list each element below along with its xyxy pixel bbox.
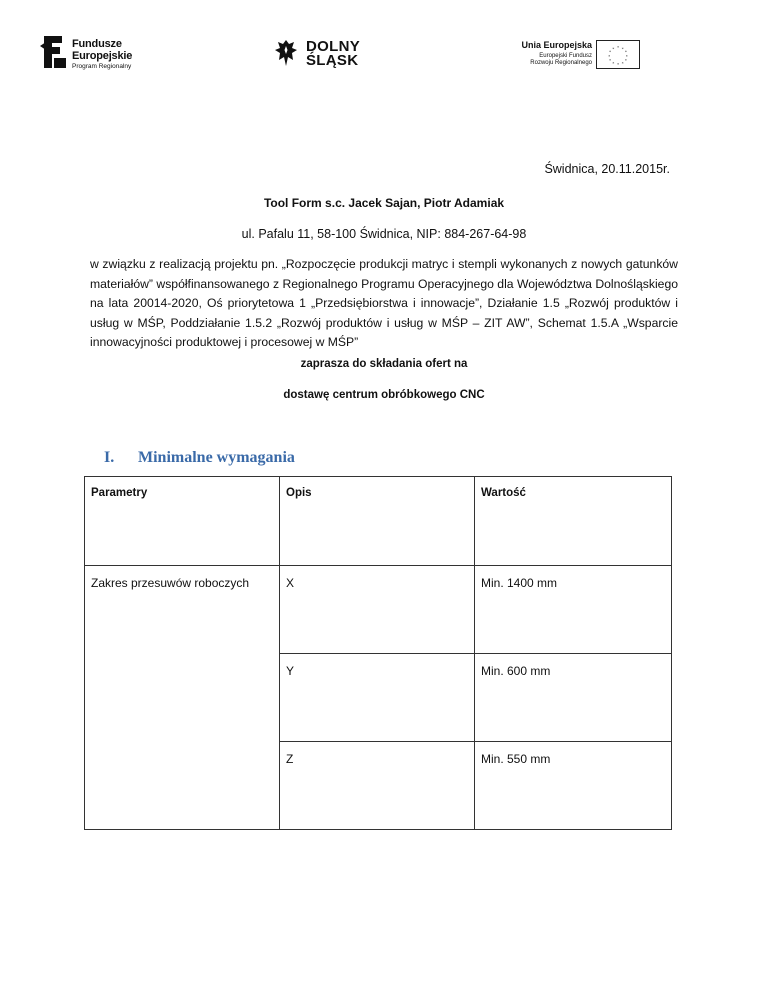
wartosc-cell: Min. 600 mm bbox=[475, 654, 672, 742]
svg-text:*: * bbox=[624, 58, 627, 63]
wartosc-cell: Min. 1400 mm bbox=[475, 566, 672, 654]
svg-text:*: * bbox=[617, 62, 619, 67]
header-parametry: Parametry bbox=[85, 477, 280, 566]
svg-text:*: * bbox=[612, 61, 615, 66]
ue-line-2: Europejski Fundusz bbox=[539, 53, 592, 59]
section-title: Minimalne wymagania bbox=[138, 449, 295, 466]
header-wartosc: Wartość bbox=[475, 477, 672, 566]
project-description: w związku z realizacją projektu pn. „Rozpoczęcie produkcji matryc i stempli wykonanych z nowych gatunków materiałów” współfinansowanego z Regionalnego Programu Operacyjnego dla Województwa Dolnośląskiego na lata 20014-2020, Oś priorytetowa 1 „Przedsiębiorstwa i innowacje”, Działanie 1.5 „Rozwój produktów i usług w MŚP, Poddziałanie 1.5.2 „Rozwój produktów i usług w MŚP – ZIT AW”, Schemat 1.5.A „Wsparcie innowacyjności produktowej i procesowej w MŚP” bbox=[90, 257, 678, 349]
svg-text:*: * bbox=[608, 54, 611, 59]
invitation-text: zaprasza do składania ofert na bbox=[300, 358, 468, 370]
fe-line-2: Europejskie bbox=[72, 50, 133, 62]
ue-line-1: Unia Europejska bbox=[521, 40, 592, 50]
ds-line-1: DOLNY bbox=[306, 38, 360, 55]
wartosc-cell: Min. 550 mm bbox=[475, 742, 672, 830]
document-date: Świdnica, 20.11.2015r. bbox=[544, 162, 670, 176]
svg-text:*: * bbox=[612, 46, 615, 51]
fe-line-1: Fundusze bbox=[72, 38, 122, 50]
company-address: ul. Pafalu 11, 58-100 Świdnica, NIP: 884-267-64-98 bbox=[241, 227, 527, 241]
company-name: Tool Form s.c. Jacek Sajan, Piotr Adamiak bbox=[263, 196, 505, 210]
fe-mark-icon bbox=[40, 34, 68, 70]
table-row bbox=[85, 566, 672, 654]
eu-flag-icon bbox=[596, 40, 640, 69]
section-number: I. bbox=[104, 449, 115, 466]
section-heading bbox=[104, 449, 295, 467]
fundusze-europejskie-logo bbox=[40, 34, 150, 74]
opis-cell: X bbox=[280, 566, 475, 654]
opis-cell: Y bbox=[280, 654, 475, 742]
svg-text:*: * bbox=[625, 54, 628, 59]
ds-line-2: ŚLĄSK bbox=[306, 52, 359, 69]
requirements-table bbox=[84, 476, 672, 830]
fe-line-3: Program Regionalny bbox=[72, 63, 132, 70]
svg-text:*: * bbox=[624, 50, 627, 55]
header-opis: Opis bbox=[280, 477, 475, 566]
svg-text:*: * bbox=[621, 46, 624, 51]
ue-line-3: Rozwoju Regionalnego bbox=[530, 60, 592, 66]
parameter-group-cell: Zakres przesuwów roboczych bbox=[85, 566, 280, 830]
svg-text:*: * bbox=[617, 45, 619, 50]
svg-text:*: * bbox=[621, 61, 624, 66]
table-header-row bbox=[85, 477, 672, 566]
dolny-slask-logo bbox=[274, 38, 374, 70]
offer-subject: dostawę centrum obróbkowego CNC bbox=[283, 389, 485, 401]
unia-europejska-logo bbox=[508, 40, 640, 70]
opis-cell: Z bbox=[280, 742, 475, 830]
svg-text:*: * bbox=[609, 58, 612, 63]
svg-text:*: * bbox=[609, 50, 612, 55]
eagle-crest-icon bbox=[274, 38, 298, 68]
